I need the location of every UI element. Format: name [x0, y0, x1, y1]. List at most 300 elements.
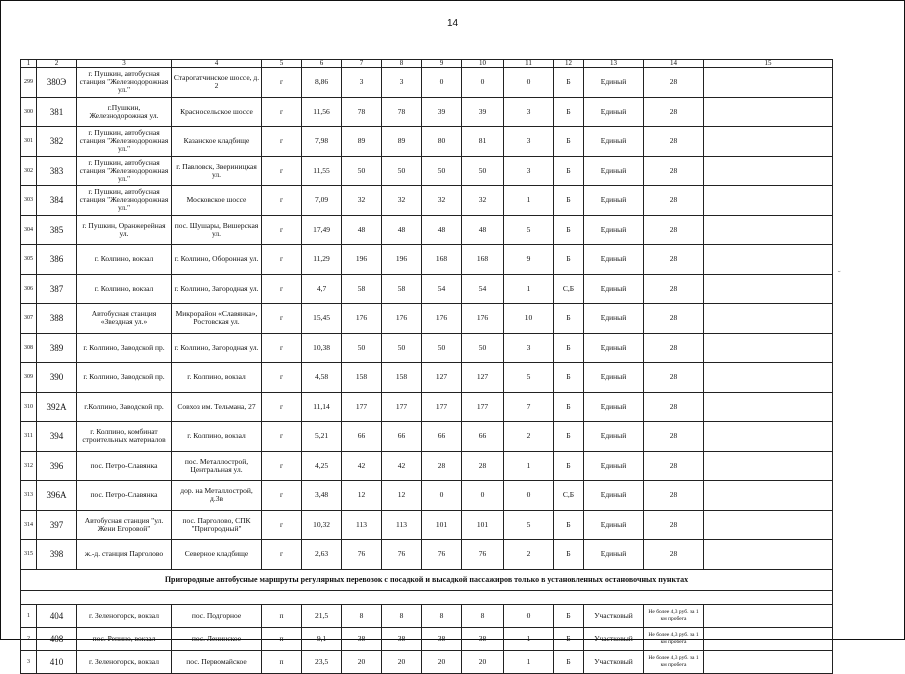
table-cell: 28: [644, 245, 704, 275]
table-cell: 9: [504, 245, 554, 275]
table-cell: г. Колпино, Загородная ул.: [172, 274, 262, 304]
table-cell: г: [262, 215, 302, 245]
column-numbers-row: [21, 60, 833, 68]
table-cell: г: [262, 245, 302, 275]
table-row: [21, 156, 833, 186]
table-cell: 28: [644, 451, 704, 481]
column-number: 3: [77, 60, 172, 68]
table-cell: 50: [382, 333, 422, 363]
table-cell: 28: [644, 304, 704, 334]
table-cell: 394: [37, 422, 77, 452]
table-cell: г: [262, 97, 302, 127]
table-cell: [704, 650, 833, 673]
table-cell: 3: [382, 68, 422, 98]
table-cell: Б: [554, 333, 584, 363]
table-cell: г. Колпино, Заводской пр.: [77, 363, 172, 393]
table-cell: 28: [644, 156, 704, 186]
table-cell: г: [262, 540, 302, 570]
table-cell: пос. Петро-Славянка: [77, 451, 172, 481]
table-cell: Единый: [584, 274, 644, 304]
table-cell: Б: [554, 68, 584, 98]
table-cell: 38: [462, 627, 504, 650]
table-row: [21, 186, 833, 216]
table-cell: Единый: [584, 304, 644, 334]
table-cell: 392А: [37, 392, 77, 422]
table-cell: г: [262, 422, 302, 452]
table-cell: [704, 392, 833, 422]
table-row: [21, 97, 833, 127]
table-cell: Б: [554, 540, 584, 570]
table-cell: 196: [382, 245, 422, 275]
table-cell: [704, 186, 833, 216]
table-row: [21, 604, 833, 627]
table-cell: 48: [422, 215, 462, 245]
table-cell: 176: [382, 304, 422, 334]
table-cell: Единый: [584, 215, 644, 245]
table-cell: 158: [382, 363, 422, 393]
table-cell: Единый: [584, 392, 644, 422]
table-cell: Б: [554, 245, 584, 275]
table-cell: пос. Ленинское: [172, 627, 262, 650]
table-cell: 81: [462, 127, 504, 157]
table-cell: г. Колпино, вокзал: [172, 363, 262, 393]
table-cell: г. Зеленогорск, вокзал: [77, 604, 172, 627]
table-cell: 8: [422, 604, 462, 627]
table-cell: 176: [422, 304, 462, 334]
table-cell: 20: [342, 650, 382, 673]
table-cell: 78: [342, 97, 382, 127]
table-cell: 28: [644, 422, 704, 452]
table-cell: 309: [21, 363, 37, 393]
table-cell: 10,38: [302, 333, 342, 363]
table-cell: Единый: [584, 186, 644, 216]
table-cell: 177: [422, 392, 462, 422]
table-cell: г. Павловск, Звериницкая ул.: [172, 156, 262, 186]
table-cell: 4,7: [302, 274, 342, 304]
table-cell: 66: [422, 422, 462, 452]
table-cell: пос. Петро-Славянка: [77, 481, 172, 511]
table-cell: 5,21: [302, 422, 342, 452]
column-number: 1: [21, 60, 37, 68]
table-cell: 158: [342, 363, 382, 393]
section-title: Пригородные автобусные маршруты регулярных перевозок с посадкой и высадкой пассажиров только в установленных остановочных пунктах: [21, 569, 833, 590]
table-cell: 10,32: [302, 510, 342, 540]
table-cell: Б: [554, 127, 584, 157]
table-cell: Б: [554, 604, 584, 627]
column-number: 13: [584, 60, 644, 68]
table-cell: 396А: [37, 481, 77, 511]
table-cell: Единый: [584, 510, 644, 540]
table-cell: г. Пушкин, автобусная станция "Железнодорожная ул.": [77, 186, 172, 216]
table-cell: 0: [462, 481, 504, 511]
table-cell: Автобусная станция «Звездная ул.»: [77, 304, 172, 334]
table-cell: 58: [342, 274, 382, 304]
table-cell: 50: [382, 156, 422, 186]
table-cell: Единый: [584, 481, 644, 511]
table-cell: 3: [21, 650, 37, 673]
table-cell: г. Колпино, вокзал: [77, 274, 172, 304]
page-number: 14: [446, 18, 459, 29]
table-cell: 7: [504, 392, 554, 422]
table-cell: 0: [504, 68, 554, 98]
table-cell: г. Колпино, Оборонная ул.: [172, 245, 262, 275]
table-cell: 3: [504, 333, 554, 363]
table-cell: 302: [21, 156, 37, 186]
table-cell: Б: [554, 363, 584, 393]
table-cell: 11,55: [302, 156, 342, 186]
table-cell: 177: [462, 392, 504, 422]
table-cell: 101: [462, 510, 504, 540]
table-cell: Микрорайон «Славянка», Ростовская ул.: [172, 304, 262, 334]
table-cell: 32: [422, 186, 462, 216]
table-cell: 3: [504, 156, 554, 186]
table-cell: Участковый: [584, 627, 644, 650]
table-cell: 127: [422, 363, 462, 393]
table-cell: 38: [382, 627, 422, 650]
table-cell: 8,86: [302, 68, 342, 98]
table-cell: 76: [382, 540, 422, 570]
table-cell: 304: [21, 215, 37, 245]
table-cell: 0: [504, 604, 554, 627]
table-cell: Б: [554, 186, 584, 216]
table-cell: Северное кладбище: [172, 540, 262, 570]
table-cell: 8: [342, 604, 382, 627]
table-cell: г. Пушкин, автобусная станция "Железнодорожная ул.": [77, 156, 172, 186]
table-cell: 0: [504, 481, 554, 511]
table-cell: Единый: [584, 127, 644, 157]
table-cell: 312: [21, 451, 37, 481]
table-cell: п: [262, 604, 302, 627]
column-number: 4: [172, 60, 262, 68]
table-cell: Б: [554, 627, 584, 650]
table-cell: 28: [644, 333, 704, 363]
table-cell: Единый: [584, 451, 644, 481]
table-cell: 89: [342, 127, 382, 157]
table-cell: [704, 245, 833, 275]
column-number: 9: [422, 60, 462, 68]
table-cell: [704, 481, 833, 511]
table-cell: 39: [422, 97, 462, 127]
table-cell: 0: [462, 68, 504, 98]
table-cell: 20: [422, 650, 462, 673]
table-cell: [704, 627, 833, 650]
table-cell: 0: [422, 481, 462, 511]
column-number: 2: [37, 60, 77, 68]
table-cell: г: [262, 68, 302, 98]
table-cell: 404: [37, 604, 77, 627]
table-cell: 11,14: [302, 392, 342, 422]
table-cell: 314: [21, 510, 37, 540]
table-cell: г: [262, 481, 302, 511]
table-cell: 381: [37, 97, 77, 127]
table-cell: 21,5: [302, 604, 342, 627]
table-cell: 5: [504, 510, 554, 540]
table-cell: 113: [342, 510, 382, 540]
table-cell: 308: [21, 333, 37, 363]
table-row: [21, 304, 833, 334]
table-cell: Казанское кладбище: [172, 127, 262, 157]
table-cell: Красносельское шоссе: [172, 97, 262, 127]
table-row: [21, 422, 833, 452]
table-cell: 54: [422, 274, 462, 304]
table-cell: [704, 156, 833, 186]
table-cell: Единый: [584, 363, 644, 393]
table-cell: 50: [462, 333, 504, 363]
table-cell: 28: [644, 363, 704, 393]
table-cell: дор. на Металлострой, д.3в: [172, 481, 262, 511]
table-row: [21, 245, 833, 275]
table-cell: 48: [342, 215, 382, 245]
table-cell: 410: [37, 650, 77, 673]
table-cell: 12: [382, 481, 422, 511]
table-cell: г: [262, 333, 302, 363]
table-cell: 78: [382, 97, 422, 127]
table-cell: г.Пушкин, Железнодорожная ул.: [77, 97, 172, 127]
table-cell: 28: [644, 97, 704, 127]
table-cell: 10: [504, 304, 554, 334]
table-cell: г: [262, 451, 302, 481]
table-cell: 388: [37, 304, 77, 334]
table-cell: пос. Первомайское: [172, 650, 262, 673]
table-cell: 50: [422, 333, 462, 363]
table-cell: 28: [644, 186, 704, 216]
table-cell: 1: [504, 186, 554, 216]
table-cell: [704, 215, 833, 245]
table-cell: 2: [504, 540, 554, 570]
table-cell: г: [262, 392, 302, 422]
table-cell: 39: [462, 97, 504, 127]
table-cell: Б: [554, 97, 584, 127]
table-cell: 58: [382, 274, 422, 304]
table-cell: г: [262, 304, 302, 334]
table-cell: 12: [342, 481, 382, 511]
table-cell: 32: [342, 186, 382, 216]
table-cell: 390: [37, 363, 77, 393]
table-cell: 32: [462, 186, 504, 216]
table-cell: 7,09: [302, 186, 342, 216]
table-cell: [704, 510, 833, 540]
table-cell: Б: [554, 156, 584, 186]
table-cell: 54: [462, 274, 504, 304]
table-cell: г. Колпино, Загородная ул.: [172, 333, 262, 363]
table-cell: г. Колпино, вокзал: [172, 422, 262, 452]
table-cell: п: [262, 627, 302, 650]
table-cell: 28: [462, 451, 504, 481]
table-row: [21, 68, 833, 98]
table-cell: 311: [21, 422, 37, 452]
table-cell: 389: [37, 333, 77, 363]
table-cell: Старогатчинское шоссе, д. 2: [172, 68, 262, 98]
table-cell: Б: [554, 510, 584, 540]
table-row: [21, 274, 833, 304]
table-cell: 396: [37, 451, 77, 481]
table-cell: пос. Металлострой, Центральная ул.: [172, 451, 262, 481]
table-cell: 8: [382, 604, 422, 627]
table-cell: 38: [422, 627, 462, 650]
table-row: [21, 215, 833, 245]
table-cell: 168: [462, 245, 504, 275]
table-cell: 20: [462, 650, 504, 673]
table-cell: Единый: [584, 68, 644, 98]
table-row: [21, 540, 833, 570]
table-cell: г: [262, 510, 302, 540]
table-cell: [704, 304, 833, 334]
table-cell: 386: [37, 245, 77, 275]
table-cell: г.Колпино, Заводской пр.: [77, 392, 172, 422]
table-cell: 9,1: [302, 627, 342, 650]
table-cell: г: [262, 363, 302, 393]
table-cell: 5: [504, 215, 554, 245]
stray-mark: ˘: [838, 270, 841, 279]
table-cell: г: [262, 156, 302, 186]
spacer-row: [21, 590, 833, 604]
table-cell: 3: [504, 127, 554, 157]
table-cell: 28: [644, 215, 704, 245]
table-cell: 28: [644, 540, 704, 570]
table-cell: 42: [382, 451, 422, 481]
table-cell: г: [262, 127, 302, 157]
table-cell: 387: [37, 274, 77, 304]
table-cell: 11,56: [302, 97, 342, 127]
table-cell: 176: [462, 304, 504, 334]
table-cell: г. Колпино, вокзал: [77, 245, 172, 275]
table-cell: 3,48: [302, 481, 342, 511]
table-cell: 76: [342, 540, 382, 570]
column-number: 10: [462, 60, 504, 68]
table-cell: 305: [21, 245, 37, 275]
table-cell: 1: [504, 627, 554, 650]
table-cell: 76: [462, 540, 504, 570]
column-number: 8: [382, 60, 422, 68]
table-cell: 66: [382, 422, 422, 452]
table-cell: 50: [342, 333, 382, 363]
table-cell: пос. Шушары, Вишерская ул.: [172, 215, 262, 245]
table-cell: [704, 274, 833, 304]
table-cell: Не более 4,3 руб. за 1 км пробега: [644, 627, 704, 650]
table-row: [21, 333, 833, 363]
table-row: [21, 627, 833, 650]
table-cell: 2,63: [302, 540, 342, 570]
table-cell: 2: [504, 422, 554, 452]
table-cell: 315: [21, 540, 37, 570]
table-cell: [704, 363, 833, 393]
table-cell: 303: [21, 186, 37, 216]
table-cell: [704, 451, 833, 481]
table-cell: Б: [554, 422, 584, 452]
table-cell: Единый: [584, 156, 644, 186]
table-cell: 11,29: [302, 245, 342, 275]
table-cell: 50: [422, 156, 462, 186]
table-cell: Участковый: [584, 604, 644, 627]
table-cell: 28: [644, 481, 704, 511]
table-cell: 4,25: [302, 451, 342, 481]
table-row: [21, 127, 833, 157]
table-cell: 48: [382, 215, 422, 245]
table-cell: 38: [342, 627, 382, 650]
table-cell: 80: [422, 127, 462, 157]
table-cell: С,Б: [554, 481, 584, 511]
table-cell: 408: [37, 627, 77, 650]
table-cell: 101: [422, 510, 462, 540]
table-cell: г. Пушкин, Оранжерейная ул.: [77, 215, 172, 245]
table-cell: п: [262, 650, 302, 673]
column-number: 7: [342, 60, 382, 68]
table-cell: 3: [504, 97, 554, 127]
table-cell: 32: [382, 186, 422, 216]
table-cell: 66: [342, 422, 382, 452]
table-cell: 66: [462, 422, 504, 452]
table-cell: 177: [342, 392, 382, 422]
table-cell: 196: [342, 245, 382, 275]
table-cell: 28: [422, 451, 462, 481]
table-cell: пос. Подгорное: [172, 604, 262, 627]
table-cell: Единый: [584, 422, 644, 452]
table-cell: Б: [554, 392, 584, 422]
table-cell: 0: [422, 68, 462, 98]
table-cell: Б: [554, 304, 584, 334]
table-cell: 1: [504, 451, 554, 481]
table-cell: 385: [37, 215, 77, 245]
table-cell: 313: [21, 481, 37, 511]
table-cell: 28: [644, 274, 704, 304]
table-cell: 28: [644, 510, 704, 540]
table-cell: 4,58: [302, 363, 342, 393]
table-cell: 28: [644, 127, 704, 157]
table-cell: 28: [644, 68, 704, 98]
column-number: 15: [704, 60, 833, 68]
table-cell: 383: [37, 156, 77, 186]
table-cell: пос. Парголово, СПК "Пригородный": [172, 510, 262, 540]
table-cell: 50: [462, 156, 504, 186]
table-cell: 307: [21, 304, 37, 334]
table-cell: 300: [21, 97, 37, 127]
table-cell: Единый: [584, 97, 644, 127]
section-row: [21, 569, 833, 590]
table-cell: [704, 127, 833, 157]
table-cell: 176: [342, 304, 382, 334]
table-cell: Б: [554, 215, 584, 245]
table-row: [21, 451, 833, 481]
table-cell: 17,49: [302, 215, 342, 245]
table-cell: 28: [644, 392, 704, 422]
table-row: [21, 392, 833, 422]
table-cell: 1: [504, 274, 554, 304]
table-cell: г. Пушкин, автобусная станция "Железнодорожная ул.": [77, 127, 172, 157]
table-cell: 1: [504, 650, 554, 673]
table-row: [21, 481, 833, 511]
table-cell: г. Колпино, Заводской пр.: [77, 333, 172, 363]
table-row: [21, 363, 833, 393]
column-number: 5: [262, 60, 302, 68]
table-cell: 20: [382, 650, 422, 673]
table-cell: 127: [462, 363, 504, 393]
table-cell: [704, 422, 833, 452]
table-row: [21, 510, 833, 540]
column-number: 12: [554, 60, 584, 68]
table-cell: Б: [554, 650, 584, 673]
table-cell: 299: [21, 68, 37, 98]
table-cell: 113: [382, 510, 422, 540]
table-cell: г. Колпино, комбинат строительных материалов: [77, 422, 172, 452]
column-number: 14: [644, 60, 704, 68]
routes-table: [20, 59, 833, 674]
column-number: 11: [504, 60, 554, 68]
table-cell: Единый: [584, 540, 644, 570]
table-cell: г: [262, 274, 302, 304]
table-cell: г. Зеленогорск, вокзал: [77, 650, 172, 673]
table-cell: 177: [382, 392, 422, 422]
table-cell: 42: [342, 451, 382, 481]
